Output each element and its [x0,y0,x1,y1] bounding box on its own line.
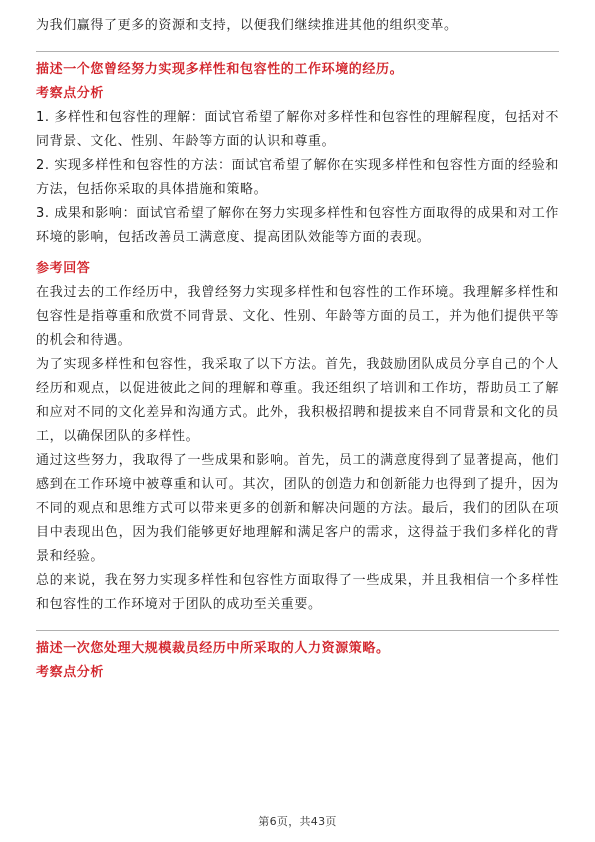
question-section-diversity [36,58,559,617]
question-title: 描述一次您处理大规模裁员经历中所采取的人力资源策略。 [36,641,390,656]
answer-paragraph: 为了实现多样性和包容性，我采取了以下方法。首先，我鼓励团队成员分享自己的个人经历和观点，以促进彼此之间的理解和尊重。我还组织了培训和工作坊，帮助员工了解和应对不同的文化差异和沟通方式。此外，我积极招聘和提拔来自不同背景和文化的员工，以确保团队的多样性。 [36,357,559,444]
analysis-point: 2. 实现多样性和包容性的方法：面试官希望了解你在实现多样性和包容性方面的经验和方法，包括你采取的具体措施和策略。 [36,158,559,197]
analysis-heading: 考察点分析 [36,86,105,101]
analysis-point: 3. 成果和影响：面试官希望了解你在努力实现多样性和包容性方面取得的成果和对工作环境的影响，包括改善员工满意度、提高团队效能等方面的表现。 [36,206,559,245]
analysis-point: 1. 多样性和包容性的理解：面试官希望了解你对多样性和包容性的理解程度，包括对不同背景、文化、性别、年龄等方面的认识和尊重。 [36,110,559,149]
answer-paragraph: 在我过去的工作经历中，我曾经努力实现多样性和包容性的工作环境。我理解多样性和包容性是指尊重和欣赏不同背景、文化、性别、年龄等方面的员工，并为他们提供平等的机会和待遇。 [36,285,559,348]
analysis-heading: 考察点分析 [36,665,105,680]
intro-paragraph: 为我们赢得了更多的资源和支持，以便我们继续推进其他的组织变革。 [36,18,458,33]
answer-paragraph: 通过这些努力，我取得了一些成果和影响。首先，员工的满意度得到了显著提高，他们感到在工作环境中被尊重和认可。其次，团队的创造力和创新能力也得到了提升，因为不同的观点和思维方式可以带来更多的创新和解决问题的方法。最后，我们的团队在项目中表现出色，因为我们能够更好地理解和满足客户的需求，这得益于我们多样化的背景和经验。 [36,453,559,564]
document-page [36,14,559,685]
question-section-layoffs [36,637,559,685]
question-title: 描述一个您曾经努力实现多样性和包容性的工作环境的经历。 [36,62,404,77]
section-divider [36,51,559,52]
answer-paragraph: 总的来说，我在努力实现多样性和包容性方面取得了一些成果，并且我相信一个多样性和包容性的工作环境对于团队的成功至关重要。 [36,573,559,612]
page-number-footer: 第6页，共43页 [258,815,337,828]
answer-heading: 参考回答 [36,261,91,276]
section-divider [36,630,559,631]
